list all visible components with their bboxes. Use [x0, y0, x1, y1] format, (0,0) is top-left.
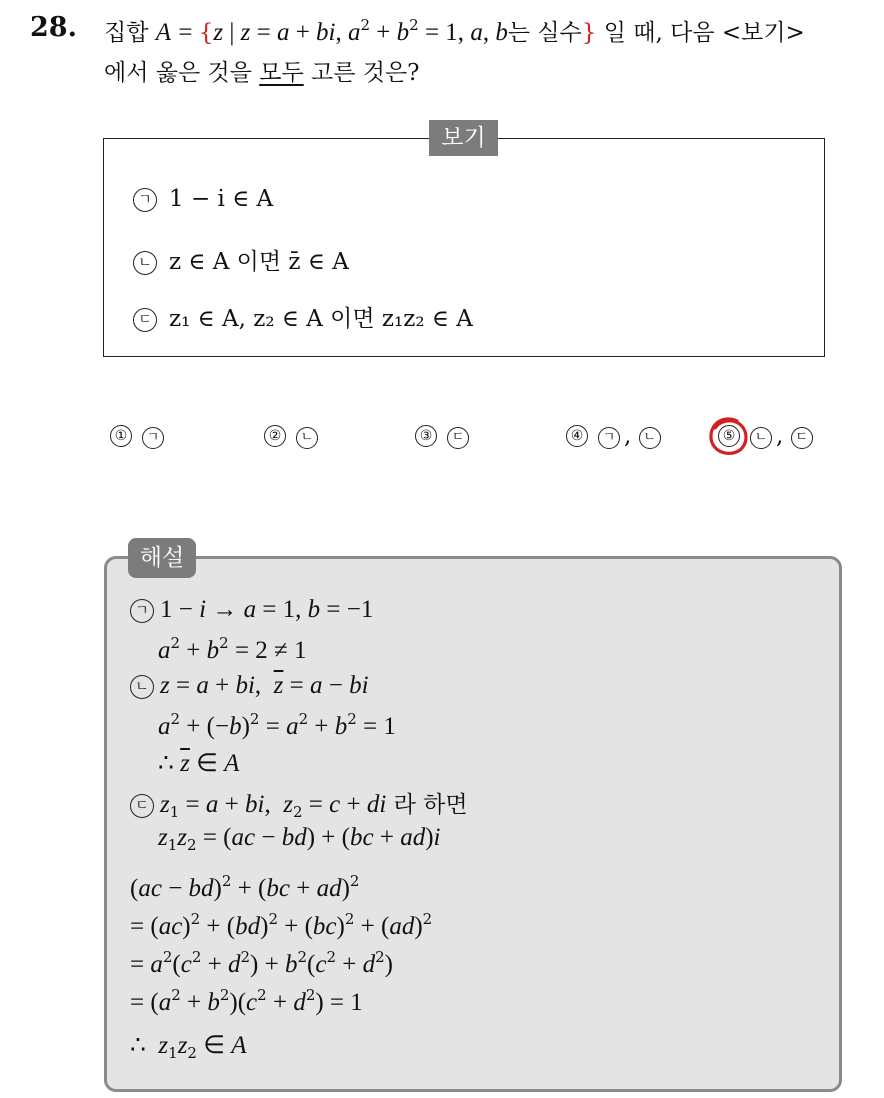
solution-korean-let: 라 하면: [393, 792, 468, 818]
bogi-text-2: z ∈ A 이면 z̄ ∈ A: [169, 249, 349, 275]
choice-5[interactable]: ⑤ ㄴ , ㄷ: [718, 423, 817, 449]
bogi-item-3: [133, 300, 473, 333]
bogi-text-3: z₁ ∈ A, z₂ ∈ A 이면 z₁z₂ ∈ A: [169, 306, 473, 332]
choice-2-mark-1: ㄴ: [296, 427, 318, 449]
solution-title: 해설: [128, 538, 196, 578]
question-line-1: 집합 A = {z | z = a + bi, $a^2 + b^2 = 1$, a, b는 실수} 일 때, 다음 <보기>: [104, 16, 805, 46]
answer-circle-mark: [704, 413, 752, 461]
choice-1[interactable]: [110, 423, 168, 449]
bogi-item-1: [133, 186, 273, 212]
solution-mark-2: ㄴ: [130, 675, 154, 699]
choice-4-number: ④: [566, 425, 588, 447]
set-left-brace: {: [198, 20, 214, 46]
solution-line-10: = $a^2(c^2 + d^2) + b^2(c^2 + d^2)$: [130, 948, 393, 978]
choice-2-number: ②: [264, 425, 286, 447]
solution-line-2: $a^2 + b^2 = 2 \ne 1$: [158, 634, 307, 664]
bogi-mark-3: ㄷ: [133, 308, 157, 332]
choice-2[interactable]: [264, 423, 322, 449]
bogi-text-1: 1 − i ∈ A: [169, 186, 274, 212]
choice-5-mark-2: ㄷ: [791, 427, 813, 449]
solution-line-11: = $(a^2 + b^2)(c^2 + d^2) = 1$: [130, 986, 363, 1016]
choice-4-mark-1: ㄱ: [598, 427, 620, 449]
bogi-mark-2: ㄴ: [133, 251, 157, 275]
question-emphasis: 모두: [259, 60, 304, 86]
solution-line-12: ∴ $z_1z_2$ ∈ A: [130, 1032, 247, 1062]
solution-line-9: = (ac)$^2$ + (bd)$^2$ + (bc)$^2$ + (ad)$^2$: [130, 910, 433, 940]
choice-3-mark-1: ㄷ: [447, 427, 469, 449]
solution-mark-1: ㄱ: [130, 599, 154, 623]
solution-line-4: $a^2 + (-b)^2 = a^2 + b^2 = 1$: [158, 710, 396, 740]
set-name: A: [155, 19, 172, 46]
choice-1-mark-1: ㄱ: [142, 427, 164, 449]
choice-4[interactable]: ④ ㄱ , ㄴ: [566, 423, 665, 449]
question-tail: 일 때, 다음 <보기>: [603, 20, 805, 46]
choice-3[interactable]: [415, 423, 473, 449]
solution-mark-3: ㄷ: [130, 794, 154, 818]
choice-5-number: ⑤: [718, 425, 740, 447]
choice-3-number: ③: [415, 425, 437, 447]
question-intro: 집합: [104, 20, 149, 46]
set-right-brace: }: [581, 20, 597, 46]
set-condition: 는 실수: [507, 20, 582, 46]
choice-1-number: ①: [110, 425, 132, 447]
solution-line-6: ㄷ $z_1 = a$ + bi, $z_2 = c$ + di 라 하면: [130, 786, 468, 821]
choice-4-mark-2: ㄴ: [639, 427, 661, 449]
bogi-mark-1: ㄱ: [133, 188, 157, 212]
choice-5-mark-1: ㄴ: [750, 427, 772, 449]
bogi-item-2: [133, 243, 349, 276]
solution-line-1: ㄱ 1 − i → a = 1, b = −1: [130, 596, 373, 624]
question-line-2: [104, 54, 420, 87]
solution-line-8: (ac − bd)$^2$ + (bc + ad)$^2$: [130, 872, 360, 902]
question-line2-tail: 고른 것은?: [311, 60, 420, 86]
question-number: 28.: [30, 12, 77, 43]
bogi-title: 보기: [429, 120, 498, 156]
solution-line-3: ㄴ z = a + bi, $\overline{z} = a$ − bi: [130, 672, 369, 700]
solution-line-7: $z_1z_2 = (ac - bd) + (bc + ad)i$: [158, 824, 441, 854]
solution-line-5: ∴ $\overline{z}$ ∈ A: [158, 750, 240, 777]
question-line2-head: 에서 옳은 것을: [104, 60, 252, 86]
